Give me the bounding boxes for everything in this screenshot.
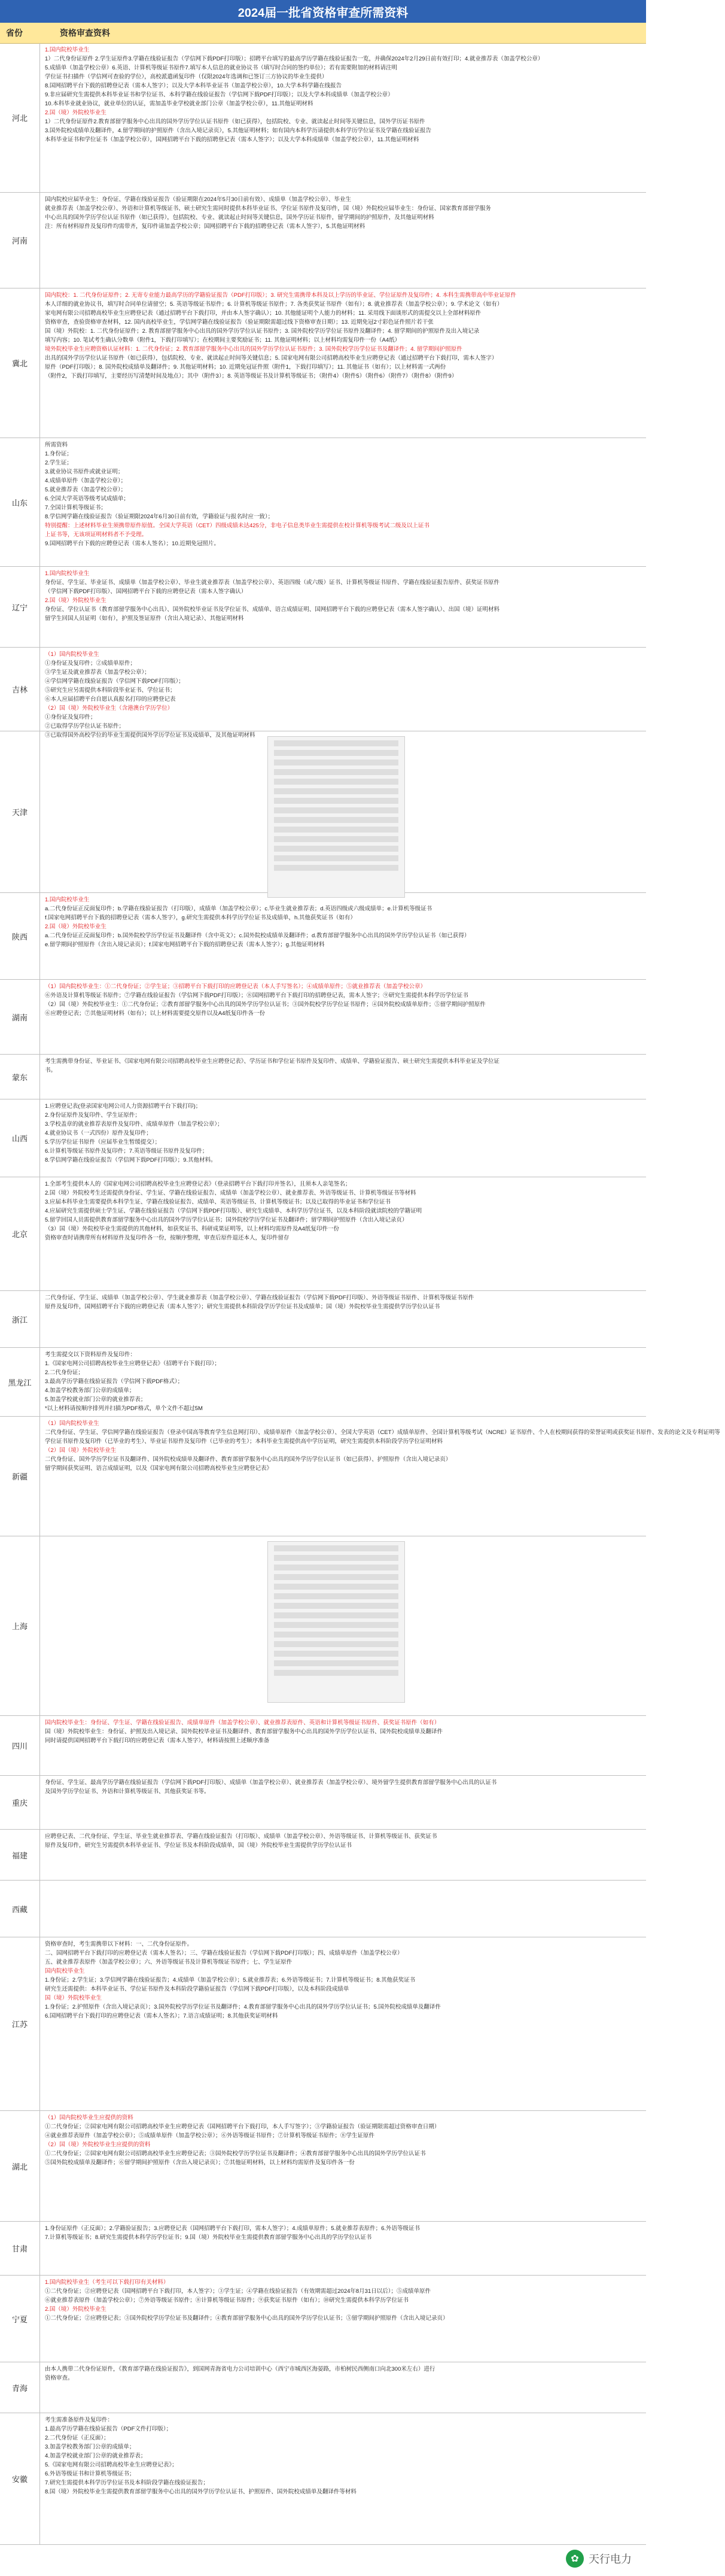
province-cell: 甘肃 bbox=[0, 2222, 40, 2275]
province-cell: 吉林 bbox=[0, 648, 40, 731]
form-line bbox=[274, 798, 398, 804]
material-line: 8.学信网学籍在线验证报告（验证期限2024年6月30日前有效，学籍验证与报名时应一致）； bbox=[45, 514, 274, 520]
material-line: 国内院校毕业生：身份证、学生证、学籍在线验证报告、成绩单原件（加盖学校公章）、就业推荐表原件、英语和计算机等级证书原件、获奖证书原件（如有） bbox=[45, 1720, 440, 1726]
material-line: 出具的国外学历学位认证书原件（如已获得），包括院校、专业、就读起止时间等关键信息；5. 国家电网有限公司招聘高校毕业生应聘登记表（通过招聘平台下载打印，需本人签字） bbox=[45, 355, 498, 362]
material-line: 家电网有限公司招聘高校毕业生应聘登记表（通过招聘平台下载打印，并由本人签字确认）；10. 其他能证明个人能力的材料；11. 采用线下面谈形式的需提交以上全部材料原件 bbox=[45, 310, 482, 317]
material-line: 6.全国大学英语等级考试成绩单； bbox=[45, 496, 129, 502]
material-line: e.留学期间护照原件（含出入境记录页）；f.国家电网招聘平台下载的招聘登记表（需本人签字）；g.其他证明材料 bbox=[45, 941, 325, 948]
material-line: 3.国外院校成绩单及翻译件，4.留学期间的护照原件（含出入境记录页），5.其他证明材料；如有国内本科学历请提供本科学历学位证书及学籍在线验证报告 bbox=[45, 127, 432, 134]
materials-cell bbox=[40, 1830, 646, 1880]
header-province: 省份 bbox=[6, 28, 23, 38]
material-line: 考生需提交以下资料原件及复印件： bbox=[45, 1351, 136, 1358]
material-line: 资格审查时请携带所有材料原件及复印件各一份，按顺序整理，审查后原件退还本人，复印件留存 bbox=[45, 1235, 290, 1241]
materials-cell bbox=[40, 1291, 646, 1347]
materials-cell bbox=[40, 1716, 646, 1775]
material-line: 9.国网招聘平台下载的应聘登记表（需本人签名）；10.近期免冠照片。 bbox=[45, 540, 220, 547]
material-line: 1）二代身份证原件2.教育部留学服务中心出具的国外学历学位认证书原件（如已获得），包括院校、专业、就读起止时间等关键信息，国外学历证书原件 bbox=[45, 119, 425, 125]
material-line: 国（境）外院校毕业生：身份证、护照及出入境记录、国外院校毕业证书及翻译件、教育部留学服务中心出具的国外学历学位认证书、国外院校成绩单及翻译件 bbox=[45, 1729, 443, 1735]
material-line: 身份证、学生证、毕业证书、成绩单（加盖学校公章）、毕业生就业推荐表（加盖学校公章）、英语四级（或六级）证书、计算机等级证书原件、学籍在线验证报告原件、获奖证书原件 bbox=[45, 579, 500, 586]
province-cell: 山西 bbox=[0, 1099, 40, 1177]
province-cell: 新疆 bbox=[0, 1417, 40, 1536]
material-line: 7.全国计算机等级证书； bbox=[45, 505, 106, 511]
materials-cell bbox=[40, 1776, 646, 1829]
material-line: 5.学历学位证书原件（应届毕业生暂缓提交）； bbox=[45, 1139, 161, 1146]
materials-cell bbox=[40, 193, 646, 288]
material-line: 4.成绩单原件（加盖学校公章）； bbox=[45, 478, 127, 484]
table-row bbox=[0, 2111, 646, 2222]
material-line: ①二代身份证；②国家电网有限公司招聘高校毕业生应聘登记表；③国外院校学历学位证书及翻译件；④教育部留学服务中心出具的国外学历学位认证书 bbox=[45, 2150, 426, 2157]
form-line bbox=[274, 788, 398, 794]
form-line bbox=[274, 1622, 398, 1628]
material-line: 学位证书扫描件（学信网可查验的学位），高校派遣函复印件（仅限2024年选调和已签订三方协议的毕业生提供） bbox=[45, 74, 328, 80]
material-line: 3.学校盖章的就业推荐表原件及复印件、成绩单原件（加盖学校公章）； bbox=[45, 1121, 223, 1128]
form-line bbox=[274, 807, 398, 813]
material-line: 5.《国家电网有限公司招聘高校毕业生应聘登记表》； bbox=[45, 2462, 178, 2468]
material-line: 考生需准备原件及复印件： bbox=[45, 2417, 114, 2423]
form-line bbox=[274, 817, 398, 823]
province-cell: 四川 bbox=[0, 1716, 40, 1775]
form-line bbox=[274, 1660, 398, 1666]
embedded-form-image bbox=[267, 736, 405, 898]
province-cell: 河北 bbox=[0, 43, 40, 192]
materials-cell bbox=[40, 567, 646, 647]
table-row bbox=[0, 1348, 646, 1417]
form-line bbox=[274, 1632, 398, 1638]
province-cell: 宁夏 bbox=[0, 2276, 40, 2362]
material-line: 考生需携带身份证、毕业证书、《国家电网有限公司招聘高校毕业生应聘登记表》、学历证书和学位证书原件及复印件、成绩单、学籍验证报告、硕士研究生需提供本科毕业证及学位证 bbox=[45, 1058, 500, 1065]
material-line: （附件2，下载打印填写，主要经历写清楚时间及地点）；其中（附件3）；8. 英语等级证书及计算机等级证书；（附件4）（附件5）（附件6）（附件7）（附件8）（附件9） bbox=[45, 373, 458, 379]
material-line: 及国外学历学位证书、外语和计算机等级证书、其他获奖证书等。 bbox=[45, 1788, 210, 1795]
form-line bbox=[274, 836, 398, 842]
material-line: ⑥就业推荐表原件（加盖学校公章）；⑦外语等级证书原件；⑧计算机等级证书原件；⑨获奖证书原件（如有）；⑩研究生需提供本科学历学位证书 bbox=[45, 2297, 409, 2304]
material-line: ⑥应聘登记表；⑦其他证明材料（如有）；以上材料需要提交原件以及A4纸复印件各一份 bbox=[45, 1010, 265, 1017]
province-cell: 湖南 bbox=[0, 980, 40, 1054]
material-line: （2）国（境）外院校毕业生：①二代身份证；②教育部留学服务中心出具的国外学历学位认证书；③国外院校学历学位证书原件；④国外院校成绩单原件；⑤留学期间护照原件 bbox=[45, 1001, 486, 1008]
material-line: 学位证书原件及复印件（已毕业的考生）、毕业证书原件及复印件（已毕业的考生）；本科毕业生需提供高中学历证明，研究生需提供本科阶段学历学位证明材料 bbox=[45, 1438, 443, 1445]
table-row bbox=[0, 1177, 646, 1291]
table-row bbox=[0, 1291, 646, 1348]
material-line: 上证书等，无该项证明材料者不予受理。 bbox=[45, 531, 148, 538]
material-line: 五、就业推荐表原件（加盖学校公章）；六、外语等级证书及计算机等级证书原件；七、学生证原件 bbox=[45, 1959, 293, 1966]
form-line bbox=[274, 740, 398, 746]
table-row bbox=[0, 893, 646, 980]
material-line: ⑤国外院校成绩单及翻译件；⑥留学期间护照原件（含出入境记录页）；⑦其他证明材料，以上材料均需原件及复印件各一份 bbox=[45, 2159, 355, 2166]
material-line: 6.国网招聘平台下载打印的应聘登记表（需本人签名）；7.语言成绩证明；8.其他获奖证明材料 bbox=[45, 2013, 278, 2019]
material-line: 填写内容；10. 笔试考生确认分数单（附件1，下载打印填写）；在校期间主要奖励证书；11. 其他证明材料；以上材料均需复印件一份（A4纸） bbox=[45, 337, 401, 344]
material-line: 二、国网招聘平台下载打印的应聘登记表（需本人签名）；三、学籍在线验证报告（学信网下载PDF打印版）；四、成绩单原件（加盖学校公章） bbox=[45, 1950, 403, 1957]
material-line: （1）国内院校毕业生应提供的资料 bbox=[45, 2115, 133, 2121]
materials-cell bbox=[40, 2276, 646, 2362]
material-line: 国内院校应届毕业生：身份证、学籍在线验证报告（验证期限在2024年5月30日前有效）、成绩单（加盖学校公章）、毕业生 bbox=[45, 196, 351, 203]
province-cell: 冀北 bbox=[0, 288, 40, 438]
table-body bbox=[0, 43, 720, 2545]
material-line: 5.加盖学校就业部门公章的就业推荐表； bbox=[45, 1396, 147, 1403]
material-line: ①二代身份证；②国家电网有限公司招聘高校毕业生应聘登记表（国网招聘平台下载打印，本人手写签字）；③学籍验证报告（验证期限需超过资格审查日期） bbox=[45, 2124, 440, 2130]
material-line: 1.身份证；2.护照原件（含出入境记录页）；3.国外院校学历学位证书及翻译件；4.教育部留学服务中心出具的国外学历学位认证书；5.国外院校成绩单及翻译件 bbox=[45, 2004, 441, 2010]
form-line bbox=[274, 1670, 398, 1676]
materials-cell bbox=[40, 1099, 646, 1177]
table-header bbox=[0, 23, 646, 44]
form-line bbox=[274, 1574, 398, 1580]
material-line: 8.国网招聘平台下载的招聘登记表（需本人签字）；以及大学本科毕业证书（加盖学校公章），10.大学本科学籍在线报告 bbox=[45, 83, 342, 89]
table-row bbox=[0, 1937, 646, 2111]
table-row bbox=[0, 288, 646, 438]
material-line: 2.二代身份证； bbox=[45, 1369, 84, 1376]
wechat-icon: ✿ bbox=[566, 2550, 584, 2568]
material-line: 资格审查时，考生需携带以下材料：一、二代身份证原件。 bbox=[45, 1941, 193, 1948]
material-line: 资格审查。 bbox=[45, 2375, 74, 2381]
province-cell: 江苏 bbox=[0, 1937, 40, 2110]
province-cell: 黑龙江 bbox=[0, 1348, 40, 1416]
materials-cell bbox=[40, 648, 646, 739]
form-line bbox=[274, 1565, 398, 1570]
material-line: （学信网下载PDF打印版）、国网招聘平台下载的应聘登记表（需本人签字确认） bbox=[45, 588, 247, 595]
material-line: （2）国（境）外院校毕业生（含港澳台学历学位） bbox=[45, 705, 173, 712]
materials-cell bbox=[40, 1177, 646, 1290]
material-line: 4.应届研究生需提供硕士学生证、学籍在线验证报告（学信网下载PDF打印版）、研究生成绩单、本科学历学位证书，以及本科阶段就读院校的学籍证明 bbox=[45, 1208, 422, 1214]
table-row bbox=[0, 1776, 646, 1830]
material-line: 二代身份证、学生证、成绩单（加盖学校公章）、学生就业推荐表（加盖学校公章）、学籍在线验证报告（学信网下载PDF打印版）、外语等级证书原件、计算机等级证书原件 bbox=[45, 1295, 474, 1301]
material-line: 6.外语等级证书和计算机等级证书； bbox=[45, 2471, 135, 2477]
material-line: （2）国（境）外院校毕业生应提供的资料 bbox=[45, 2141, 151, 2148]
material-line: ①二代身份证；②应聘登记表；③国外院校学历学位证书及翻译件；④教育部留学服务中心出具的国外学历学位认证书；⑤留学期间护照原件（含出入境记录页） bbox=[45, 2315, 449, 2322]
material-line: （1）国内院校毕业生：①二代身份证；②学生证；③招聘平台下载打印的应聘登记表（本人手写签名）；④成绩单原件；⑤就业推荐表（加盖学校公章） bbox=[45, 983, 427, 990]
material-line: 5.就业推荐表（加盖学校公章）； bbox=[45, 487, 127, 493]
material-line: *以上材料请按顺序排列并扫描为PDF格式，单个文件不超过5M bbox=[45, 1405, 203, 1412]
material-line: 2.国（境）外院校考生还需提供身份证、学生证、学籍在线验证报告、成绩单（加盖学校公章）、就业推荐表、外语等级证书、计算机等级证书等材料 bbox=[45, 1190, 416, 1196]
material-line: 留学生回国人员证明（如有），护照及签证原件（含出入境记录）、其他证明材料 bbox=[45, 615, 244, 622]
materials-cell bbox=[40, 2362, 646, 2413]
material-line: 1.国内院校毕业生 bbox=[45, 47, 90, 53]
material-line: ④就业推荐表原件（加盖学校公章）；⑤成绩单原件（加盖学校公章）；⑥外语等级证书原件；⑦计算机等级证书原件；⑧学生证原件 bbox=[45, 2133, 375, 2139]
province-cell: 上海 bbox=[0, 1536, 40, 1715]
province-cell: 辽宁 bbox=[0, 567, 40, 647]
material-line: 2.国（境）外院校毕业生 bbox=[45, 110, 106, 116]
material-line: 本科毕业证书和学位证书（加盖学校公章），国网招聘平台下载的招聘登记表（需本人签字）；以及大学本科成绩单（加盖学校公章），11.其他证明材料 bbox=[45, 136, 419, 143]
material-line: 资格审查，查验资格审查材料，12. 国内高校毕业生，学信网学籍在线验证报告（验证期限需超过线下资格审查日期）；13. 近期免冠2寸彩色证件照片若干张 bbox=[45, 319, 434, 326]
materials-cell bbox=[40, 1536, 646, 1715]
form-line bbox=[274, 750, 398, 756]
materials-cell bbox=[40, 1881, 646, 1937]
materials-cell bbox=[40, 1417, 725, 1536]
material-line: 10.本科毕业就业协议，就业单位的认证，需加盖毕业学校就业部门公章（加盖学校公章），11.其他证明材料 bbox=[45, 101, 313, 107]
material-line: 5.留学回国人员需提供教育部留学服务中心出具的国外学历学位认证书；国外院校学历学位证书及翻译件；留学期间护照原件（含出入境记录页） bbox=[45, 1217, 408, 1223]
table-row bbox=[0, 1881, 646, 1937]
material-line: 9.非应届研究生需提供本科毕业证书和学位证书、本科学籍在线验证报告（学信网下载PDF打印版）；以及大学本科成绩单（加盖学校公章） bbox=[45, 92, 394, 98]
form-line bbox=[274, 1545, 398, 1551]
material-line: ①身份证及复印件；②成绩单原件； bbox=[45, 660, 136, 667]
material-line: a.二代身份证正反面复印件；b.学籍在线验证报告（打印版），成绩单（加盖学校公章）；c.毕业生就业推荐表；d.英语四级或六级成绩单；e.计算机等级证书 bbox=[45, 906, 432, 912]
table-row bbox=[0, 43, 646, 193]
table-row bbox=[0, 1830, 646, 1881]
material-line: 2.国（境）外院校毕业生 bbox=[45, 597, 106, 604]
material-line: （1）国内院校毕业生 bbox=[45, 1420, 99, 1427]
material-line: 由本人携带二代身份证原件，《教育部学籍在线验证报告》，到国网青海省电力公司培训中心（西宁市城西区海晏路，市柏树民西侧南口向北300米左右）进行 bbox=[45, 2366, 435, 2373]
material-line: 5.成绩单（加盖学校公章）6.英语、计算机等级证书原件7.填写本人信息的就业协议书（填写时合同的签约单位）；若有需要附加的材料请注明 bbox=[45, 65, 398, 71]
materials-cell bbox=[40, 1348, 646, 1416]
form-line bbox=[274, 760, 398, 765]
table-row bbox=[0, 731, 646, 893]
materials-cell bbox=[40, 2111, 646, 2221]
material-line: 书。 bbox=[45, 1067, 57, 1074]
material-line: 1.国内院校毕业生（考生可以下载打印有关材料） bbox=[45, 2279, 169, 2286]
material-line: ①二代身份证；②应聘登记表（国网招聘平台下载打印，本人签字）；③学生证；④学籍在线验证报告（有效期需超过2024年8月31日以后）；⑤成绩单原件 bbox=[45, 2288, 431, 2295]
embedded-form-image bbox=[267, 1541, 405, 1703]
footer-logo-text: 天行电力 bbox=[589, 2553, 632, 2565]
material-line: （3）国（境）外院校毕业生需提供的其他材料，如获奖证书、科研成果证明等，以上材料均需原件及A4纸复印件一份 bbox=[45, 1226, 339, 1232]
material-line: 1.身份证；2.学生证；3.学信网学籍在线验证报告；4.成绩单（加盖学校公章）；5.就业推荐表；6.外语等级证书；7.计算机等级证书；8.其他获奖证书 bbox=[45, 1977, 416, 1983]
materials-cell bbox=[40, 893, 646, 979]
material-line: 2.二代身份证（正反面）； bbox=[45, 2435, 109, 2441]
form-line bbox=[274, 769, 398, 775]
material-line: 8.国（境）外院校毕业生需提供教育部留学服务中心出具的国外学历学位认证书、护照原件、国外院校成绩单及翻译件等材料 bbox=[45, 2489, 357, 2495]
material-line: 特别提醒：上述材料毕业生须携带原件原值。全国大学英语（CET）四级成绩未达425分，非电子信息类毕业生需提供在校计算机等级考试二级及以上证书 bbox=[45, 523, 429, 529]
province-cell: 河南 bbox=[0, 193, 40, 288]
material-line: 应聘登记表、二代身份证、学生证、毕业生就业推荐表、学籍在线验证报告（打印版）、成绩单（加盖学校公章）、外语等级证书、计算机等级证书、获奖证书 bbox=[45, 1833, 437, 1840]
material-line: 4.就业协议书（一式四份）原件及复印件； bbox=[45, 1130, 152, 1137]
material-line: 身份证、学位认证书（教育部留学服务中心出具）、国外院校毕业证书及学位证书、成绩单、语言成绩证明、国网招聘平台下载的应聘登记表（需本人签字确认）、出国（境）证明材料 bbox=[45, 606, 500, 613]
material-line: 3.最高学历学籍在线验证报告（学信网下载PDF格式）； bbox=[45, 1378, 184, 1385]
material-line: 原件及复印件，国网招聘平台下载的应聘登记表（需本人签字）；研究生需提供本科阶段学历学位证书及成绩单；国（境）外院校毕业生需提供学历学位认证书 bbox=[45, 1304, 440, 1310]
material-line: 原件（PDF打印版）；8. 国外院校成绩单及翻译件；9. 其他证明材料；10. 近期免冠证件照（附件1，下载打印填写）；11. 其他证书（如有）；以上材料需一式两份 bbox=[45, 364, 446, 370]
form-line bbox=[274, 1603, 398, 1609]
form-line bbox=[274, 865, 398, 871]
province-cell: 天津 bbox=[0, 731, 40, 892]
table-row bbox=[0, 2413, 646, 2545]
material-line: 二代身份证、学生证、学信网学籍在线验证报告（登录中国高等教育学生信息网打印）、成绩单原件（加盖学校公章）、全国大学英语（CET）成绩单原件、全国计算机等级考试（NCRE）证书原件、个人在校期间获得的荣誉证明或获奖证书原件、发表的论文及专利证明等 bbox=[45, 1429, 720, 1436]
province-cell: 重庆 bbox=[0, 1776, 40, 1829]
material-line: 2.国（境）外院校毕业生 bbox=[45, 924, 106, 930]
form-line bbox=[274, 779, 398, 785]
material-line: 国（境）外院校毕业生 bbox=[45, 1995, 102, 2001]
material-line: ⑥外语及计算机等级证书原件；⑦学籍在线验证报告（学信网下载PDF打印版）；⑧国网招聘平台下载打印的招聘登记表，需本人签字；⑨研究生需提供本科学历学位证书 bbox=[45, 992, 468, 999]
material-line: （1）国内院校毕业生 bbox=[45, 651, 99, 658]
material-line: 本人详细的就业协议书，填写时合同单位请留空；5. 英语等级证书原件；6. 计算机等级证书原件；7. 各类获奖证书原件（如有）；8. 就业推荐表（加盖学校公章）；9. 学术论文（如有） bbox=[45, 301, 503, 308]
material-line: 3.就业协议书原件或就业证明； bbox=[45, 469, 124, 475]
materials-cell bbox=[40, 288, 646, 438]
material-line: 3.加盖学校教务部门公章的成绩单； bbox=[45, 2444, 135, 2450]
table-row bbox=[0, 2222, 646, 2276]
material-line: 1.身份证； bbox=[45, 451, 72, 457]
header-materials: 资格审查资料 bbox=[60, 28, 110, 38]
material-line: 研究生还需提供：本科毕业证书、学位证书原件及本科阶段学籍验证报告（学信网下载PDF打印版），以及本科阶段成绩单 bbox=[45, 1986, 349, 1992]
footer-logo bbox=[566, 2550, 632, 2568]
material-line: 2.学生证； bbox=[45, 460, 72, 466]
page-title: 2024届一批省资格审查所需资料 bbox=[0, 0, 646, 23]
material-line: 留学期间获奖证明、语言成绩证明，以及《国家电网有限公司招聘高校毕业生应聘登记表》 bbox=[45, 1465, 273, 1472]
material-line: 7.研究生需提供本科学历学位证书及本科阶段学籍在线验证报告； bbox=[45, 2480, 209, 2486]
material-line: 中心出具的国外学历学位认证书原件（如已获得），包括院校、专业、就读起止时间等关键信息，国外学历证书原件，留学期间的护照原件，及其他证明材料 bbox=[45, 214, 434, 221]
material-line: 注：所有材料原件及复印件均需带齐，复印件请加盖学校公章；国网招聘平台下载的招聘登记表（需本人签字），5.其他证明材料 bbox=[45, 223, 365, 230]
material-line: 8.学信网学籍在线验证报告（学信网下载PDF打印版）；9.其他材料。 bbox=[45, 1157, 217, 1164]
province-cell: 山东 bbox=[0, 438, 40, 566]
province-cell: 福建 bbox=[0, 1830, 40, 1880]
materials-cell bbox=[40, 438, 646, 566]
materials-cell bbox=[40, 731, 646, 892]
material-line: 二代身份证、国外学历学位证书及翻译件、国外院校成绩单及翻译件、教育部留学服务中心出具的国外学历学位认证书（如已获得）、护照原件（含出入境记录页） bbox=[45, 1456, 452, 1463]
table-row bbox=[0, 1536, 646, 1716]
table-row bbox=[0, 1417, 720, 1536]
material-line: 1.国内院校毕业生 bbox=[45, 570, 90, 577]
province-cell: 安徽 bbox=[0, 2413, 40, 2544]
province-cell: 西藏 bbox=[0, 1881, 40, 1937]
material-line: 身份证、学生证、最高学历学籍在线验证报告（学信网下载PDF打印版）、成绩单（加盖学校公章）、就业推荐表（加盖学校公章）、境外留学生提供教育部留学服务中心出具的认证书 bbox=[45, 1779, 497, 1786]
material-line: 1.身份证原件（正反面）；2.学籍验证报告；3.应聘登记表（国网招聘平台下载打印，需本人签字）；4.成绩单原件；5.就业推荐表原件；6.外语等级证书 bbox=[45, 2225, 421, 2232]
materials-cell bbox=[40, 43, 646, 192]
province-cell: 浙江 bbox=[0, 1291, 40, 1347]
material-line: ③已取得国外高校学位的毕业生需提供国外学历学位证书及成绩单，及其他证明材料 bbox=[45, 732, 255, 739]
material-line: 1）二代身份证原件 2.学生证原件3.学籍在线验证报告（学信网下载PDF打印版）；招聘平台填写的最高学历学籍在线验证报告一览，并确保2024年2月29日前有效打印；4.就业推荐表（加盖学校公章） bbox=[45, 56, 544, 62]
province-cell: 湖北 bbox=[0, 2111, 40, 2221]
table-row bbox=[0, 1716, 646, 1776]
table-row bbox=[0, 2276, 646, 2362]
form-line bbox=[274, 1584, 398, 1590]
form-line bbox=[274, 1641, 398, 1647]
material-line: 1.最高学历学籍在线验证报告（PDF文件打印版）； bbox=[45, 2426, 172, 2432]
material-line: 境外院校毕业生应聘资格认证材料：1. 二代身份证；2. 教育部留学服务中心出具的国外学历学位认证书原件；3. 国外院校学历学位证书及翻译件；4. 留学期间护照原件 bbox=[45, 346, 462, 353]
material-line: （2）国（境）外院校毕业生 bbox=[45, 1447, 117, 1454]
form-line bbox=[274, 1593, 398, 1599]
material-line: ⑥本人应届招聘平台自愿认真报名打印的应聘登记表 bbox=[45, 696, 176, 703]
material-line: 1.国内院校毕业生 bbox=[45, 897, 90, 903]
material-line: 1.《国家电网公司招聘高校毕业生应聘登记表》（招聘平台下载打印）； bbox=[45, 1360, 220, 1367]
material-line: 2.身份证原件及复印件、学生证原件； bbox=[45, 1112, 141, 1119]
form-line bbox=[274, 1555, 398, 1561]
material-line: 国内院校：1. 二代身份证原件；2. 无寄专业能力最高学历的学籍验证报告（PDF打印版）；3. 研究生需携带本科及以上学历的毕业证、学位证原件及复印件；4. 本科生需携带高中毕业证原件 bbox=[45, 292, 517, 299]
material-line: 4.加盖学校教务部门公章的成绩单； bbox=[45, 1387, 135, 1394]
form-line bbox=[274, 1612, 398, 1618]
material-line: ③学生证及就业推荐表（加盖学校公章）； bbox=[45, 669, 150, 676]
table-row bbox=[0, 193, 646, 288]
materials-cell bbox=[40, 2222, 646, 2275]
form-line bbox=[274, 855, 398, 861]
material-line: f.国家电网招聘平台下载的招聘登记表（需本人签字），g.研究生需提供本科学历学位证书及成绩单，h.其他获奖证书（如有） bbox=[45, 915, 356, 921]
material-line: 6.计算机等级证书原件及复印件；7.英语等级证书原件及复印件； bbox=[45, 1148, 208, 1155]
material-line: 4.加盖学校就业部门公章的就业推荐表； bbox=[45, 2453, 147, 2459]
material-line: 国内院校毕业生 bbox=[45, 1968, 85, 1974]
material-line: 1.应聘登记表(登录国家电网公司人力资源招聘平台下载打印)； bbox=[45, 1103, 202, 1110]
material-line: 国（境）外院校：1. 二代身份证原件；2. 教育部留学服务中心出具的国外学历学位认证书原件；3. 国外院校学历学位证书原件及翻译件；4. 留学期间的护照原件及出入境记录 bbox=[45, 328, 480, 335]
materials-cell bbox=[40, 980, 646, 1054]
material-line: 2.国（境）外院校毕业生 bbox=[45, 2306, 106, 2313]
material-line: 7.计算机等级证书；8.研究生需提供本科学历学位证书；9.国（境）外院校毕业生需提供教育部留学服务中心出具的学历学位认证书 bbox=[45, 2234, 372, 2241]
table-row bbox=[0, 1099, 646, 1177]
form-line bbox=[274, 1651, 398, 1657]
material-line: 所需资料 bbox=[45, 442, 68, 448]
table-row bbox=[0, 438, 646, 567]
form-line bbox=[274, 827, 398, 833]
material-line: ⑤研究生应另需提供本科阶段毕业证书、学位证书； bbox=[45, 687, 176, 694]
province-cell: 陕西 bbox=[0, 893, 40, 979]
province-cell: 青海 bbox=[0, 2362, 40, 2413]
material-line: 同时请提供国网招聘平台下载打印的应聘登记表（需本人签字），材料请按照上述顺序准备 bbox=[45, 1737, 270, 1744]
material-line: 就业推荐表（加盖学校公章）、外语和计算机等级证书、硕士研究生需同时提供本科毕业证书、学位证书原件及复印件，国（境）外院校应届毕业生：身份证、国家教育部留学服务 bbox=[45, 205, 491, 212]
table-row bbox=[0, 980, 646, 1055]
table-row bbox=[0, 2362, 646, 2413]
province-cell: 蒙东 bbox=[0, 1055, 40, 1099]
materials-cell bbox=[40, 1937, 646, 2110]
form-line bbox=[274, 846, 398, 852]
table-row bbox=[0, 567, 646, 648]
materials-cell bbox=[40, 1055, 646, 1099]
material-line: 原件及复印件，研究生另需提供本科毕业证书、学位证书及本科阶段成绩单，国（境）外院校毕业生需提供学历学位认证书 bbox=[45, 1842, 352, 1849]
material-line: ②已取得学历学位认证书原件； bbox=[45, 723, 125, 730]
material-line: a.二代身份证正反面复印件；b.国外院校学历学位证书及翻译件（含中英文）；c.国外院校成绩单及翻译件；d.教育部留学服务中心出具的国外学历学位认证书（如已获得） bbox=[45, 932, 470, 939]
material-line: 1.全部考生提供本人的《国家电网公司招聘高校毕业生应聘登记表》（登录招聘平台下载打印并签名），且须本人亲笔签名； bbox=[45, 1181, 351, 1187]
table-row bbox=[0, 648, 646, 739]
province-cell: 北京 bbox=[0, 1177, 40, 1290]
material-line: ④学信网学籍在线验证报告（学信网下载PDF打印版）； bbox=[45, 678, 184, 685]
materials-cell bbox=[40, 2413, 646, 2544]
material-line: ①身份证及复印件； bbox=[45, 714, 96, 721]
material-line: 3.应届本科毕业生需要提供本科学生证、学籍在线验证报告、成绩单、英语等级证书、计算机等级证书；以及已取得的毕业证书和学位证书 bbox=[45, 1199, 391, 1205]
table-row bbox=[0, 1055, 646, 1099]
